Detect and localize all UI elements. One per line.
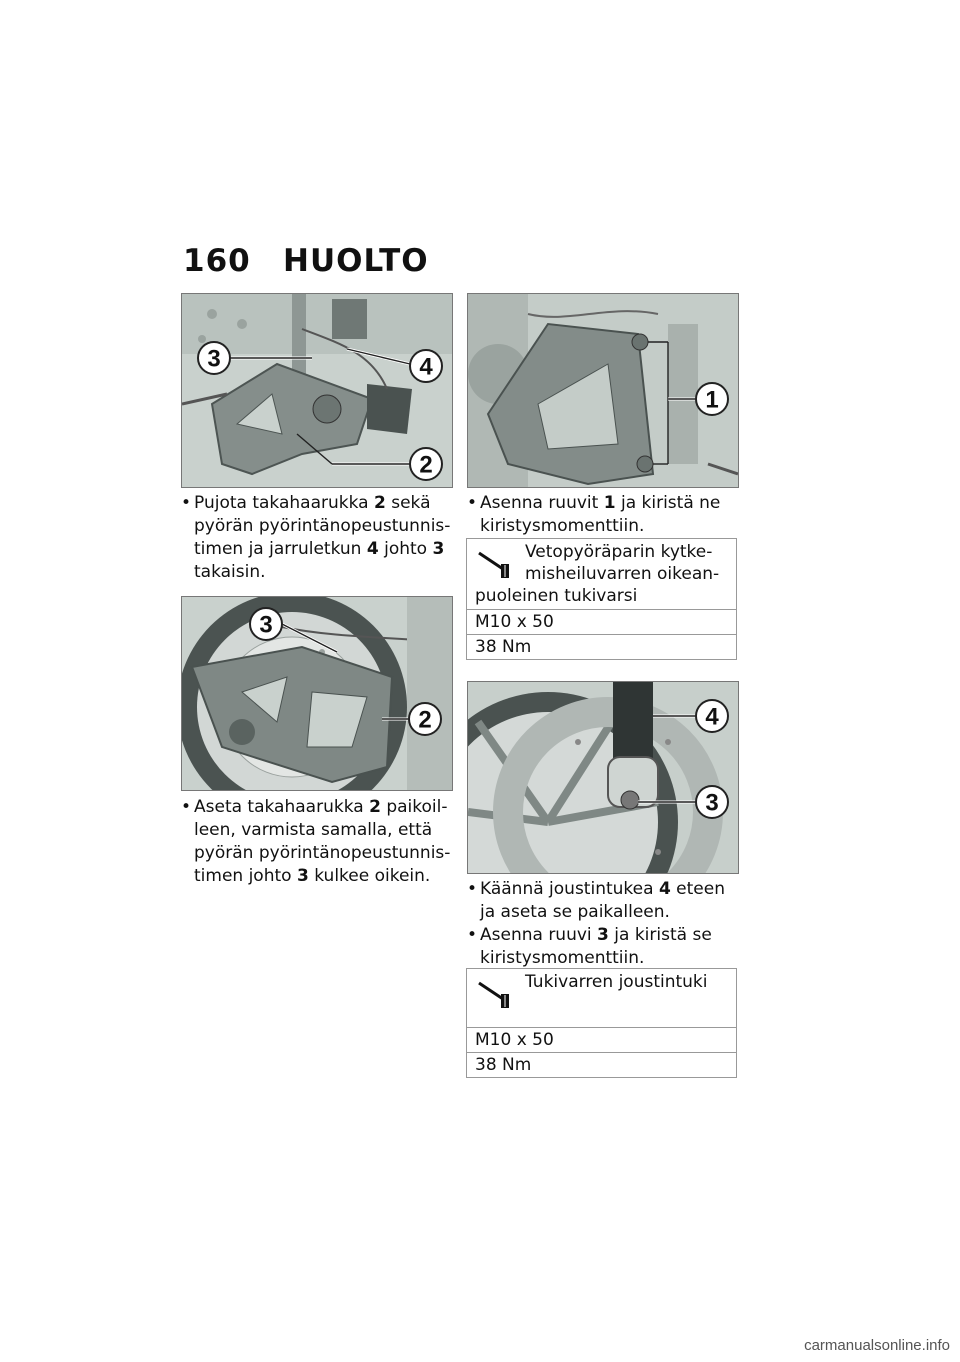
svg-text:4: 4 (419, 353, 433, 381)
svg-text:3: 3 (207, 345, 221, 373)
figure-swingarm-install (181, 596, 453, 791)
instruction-steps-4-5 (467, 878, 737, 970)
callout-2 (409, 703, 441, 735)
instruction-step-1 (181, 492, 456, 584)
callout-2 (410, 448, 442, 480)
callout-4 (696, 700, 728, 732)
callouts-fig4 (468, 682, 738, 873)
torque-spec-size: M10 x 50 (467, 610, 736, 635)
torque-wrench-icon (473, 545, 513, 579)
callout-3 (696, 786, 728, 818)
list-item: • Asenna ruuvit 1 ja kiristä ne kiristysmomenttiin. (467, 492, 747, 538)
section-title: HUOLTO (283, 243, 429, 279)
figure-swingarm-removal (181, 293, 453, 488)
callouts-fig3 (468, 294, 738, 487)
list-item: • Asenna ruuvi 3 ja kiristä se kiristysmomenttiin. (467, 924, 737, 970)
page-number: 160 (183, 243, 251, 279)
torque-spec-table-1 (466, 538, 737, 660)
torque-spec-value: 38 Nm (475, 637, 532, 657)
callouts-fig2 (182, 597, 452, 790)
svg-text:2: 2 (419, 451, 433, 479)
svg-text:1: 1 (705, 386, 719, 414)
list-item: • Aseta takahaarukka 2 paikoil-leen, varmista samalla, että pyörän pyörintänopeustunnis-timen johto 3 kulkee oikein. (181, 796, 456, 888)
callout-3 (198, 342, 230, 374)
page-header (183, 243, 429, 279)
list-item: • Käännä joustintukea 4 eteen ja aseta se paikalleen. (467, 878, 737, 924)
callout-1 (696, 383, 728, 415)
figure-shock-absorber (467, 681, 739, 874)
watermark-footer: carmanualsonline.info (804, 1337, 950, 1354)
instruction-step-2 (181, 796, 456, 888)
torque-spec-label: Vetopyöräparin kytke- misheiluvarren oikean- puoleinen tukivarsi (467, 539, 736, 610)
torque-spec-label: Tukivarren joustintuki (467, 969, 736, 1028)
callouts-fig1 (182, 294, 452, 487)
torque-wrench-icon (473, 975, 513, 1009)
callout-4 (410, 350, 442, 382)
svg-text:4: 4 (705, 703, 719, 731)
callout-3 (250, 608, 282, 640)
instruction-step-3 (467, 492, 747, 538)
svg-text:3: 3 (259, 611, 273, 639)
torque-spec-size: M10 x 50 (467, 1028, 736, 1053)
figure-support-arm-screws (467, 293, 739, 488)
torque-spec-value: 38 Nm (475, 1055, 532, 1075)
torque-spec-table-2 (466, 968, 737, 1078)
list-item: • Pujota takahaarukka 2 sekä pyörän pyörintänopeustunnis-timen ja jarruletkun 4 johto 3 takaisin. (181, 492, 456, 584)
svg-text:2: 2 (418, 706, 432, 734)
svg-text:3: 3 (705, 789, 719, 817)
